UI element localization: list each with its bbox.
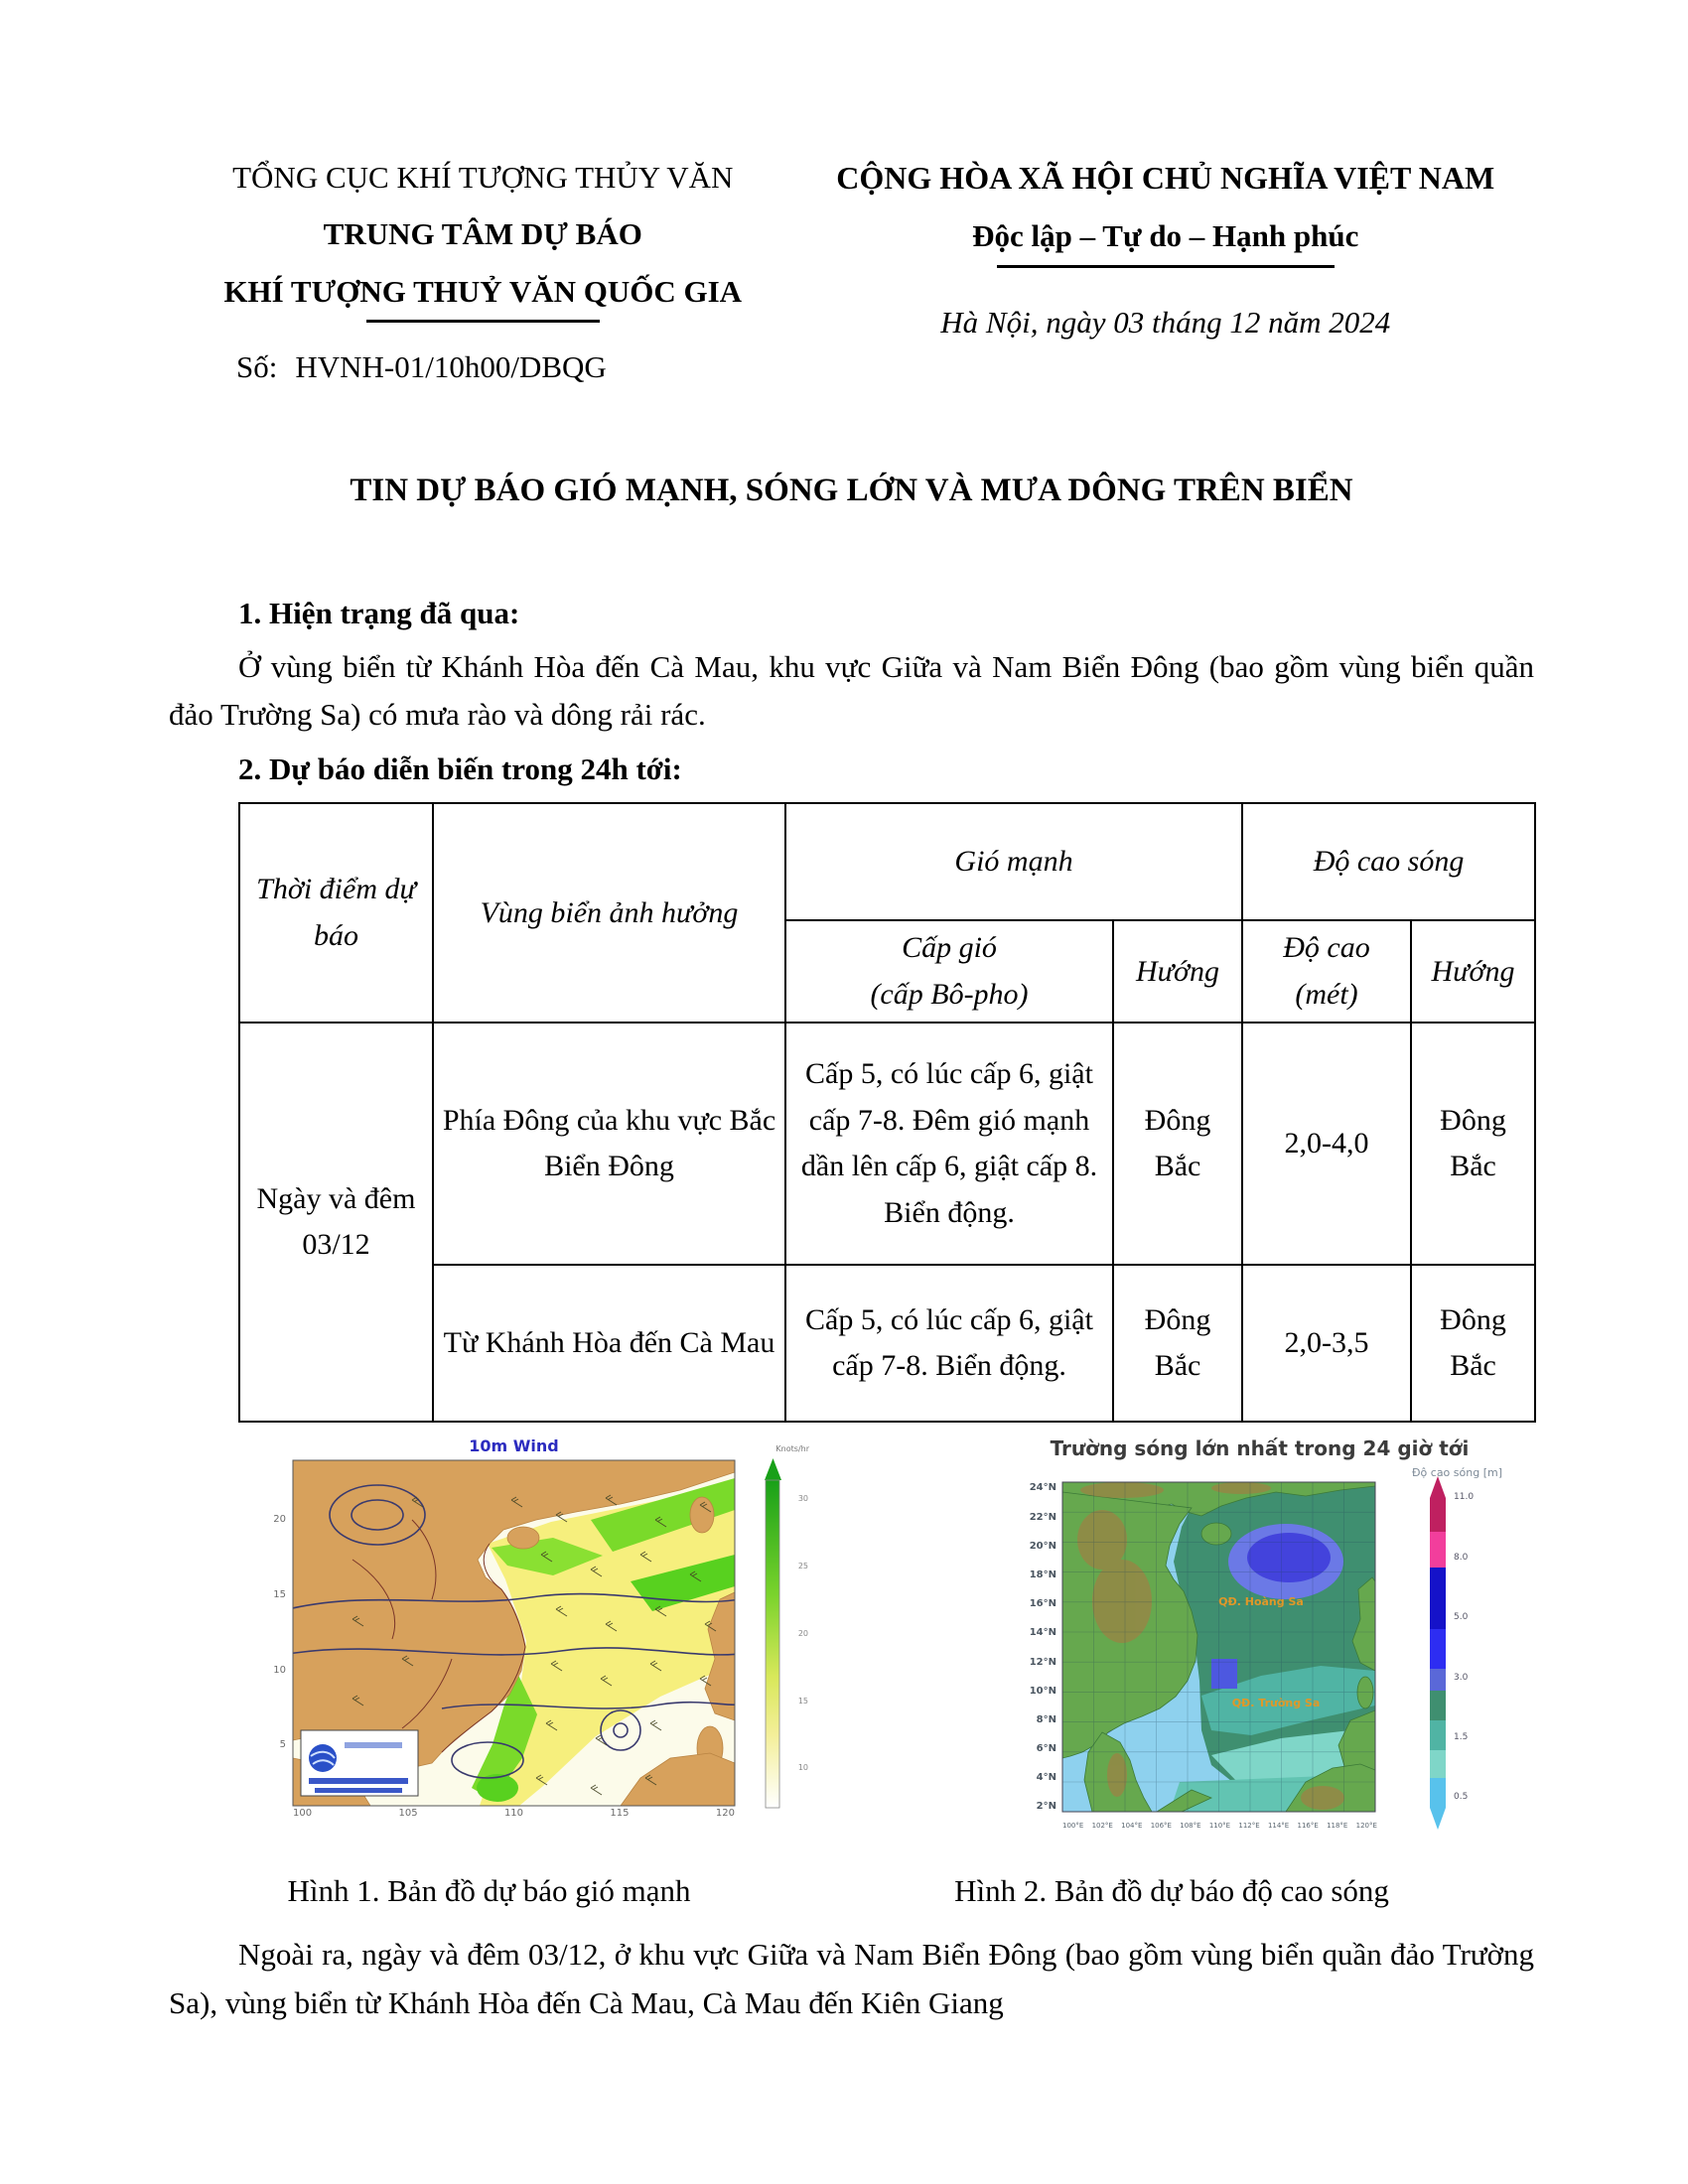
- place-date: Hà Nội, ngày 03 tháng 12 năm 2024: [940, 304, 1391, 340]
- wind-map-lat-axis: [254, 1514, 286, 1750]
- wind-level-line-2: (cấp Bô-pho): [870, 977, 1029, 1011]
- tick-label: 5.0: [1454, 1612, 1469, 1623]
- section-2-heading: 2. Dự báo diễn biến trong 24h tới:: [238, 751, 682, 786]
- tick-label: 118°E: [1327, 1822, 1348, 1831]
- tick-label: 24°N: [1029, 1482, 1056, 1494]
- tick-label: 20: [273, 1514, 286, 1526]
- tick-label: 10: [797, 1763, 808, 1773]
- wave-map-lat-axis: [1013, 1482, 1056, 1812]
- cell-wind-direction: Đông Bắc: [1113, 1265, 1242, 1422]
- figure-captions: [169, 1873, 1534, 1909]
- cell-wave-direction: Đông Bắc: [1411, 1265, 1535, 1422]
- cell-wind: Cấp 5, có lúc cấp 6, giật cấp 7-8. Biển động.: [785, 1265, 1113, 1422]
- wave-map-lon-axis: [1062, 1822, 1377, 1830]
- issuer-line-2: TRUNG TÂM DỰ BÁO: [323, 216, 642, 252]
- figure-1-caption: Hình 1. Bản đồ dự báo gió mạnh: [287, 1873, 691, 1909]
- wind-colorbar-label: Knots/hr: [775, 1444, 809, 1454]
- hoang-sa-label: QĐ. Hoàng Sa: [1218, 1595, 1304, 1609]
- tick-label: 15: [273, 1589, 286, 1601]
- tick-label: 4°N: [1036, 1772, 1056, 1784]
- tick-label: 18°N: [1029, 1569, 1056, 1580]
- col-group-wave: Độ cao sóng: [1242, 803, 1535, 920]
- tick-label: 108°E: [1180, 1822, 1201, 1831]
- tick-label: 115: [610, 1808, 630, 1820]
- issuer-line-3: KHÍ TƯỢNG THUỶ VĂN QUỐC GIA: [223, 273, 743, 309]
- tick-label: 10: [273, 1664, 286, 1676]
- tick-label: 100°E: [1062, 1822, 1084, 1831]
- issuer-line-1: TỔNG CỤC KHÍ TƯỢNG THỦY VĂN: [232, 160, 734, 195]
- tick-label: 22°N: [1029, 1511, 1056, 1523]
- tick-label: 2°N: [1036, 1801, 1056, 1813]
- tick-label: 102°E: [1091, 1822, 1113, 1831]
- wind-forecast-map: [238, 1436, 809, 1828]
- issuer-rule: [366, 320, 600, 323]
- issuer-block: [169, 149, 797, 395]
- logo-text-line: [309, 1778, 408, 1784]
- tick-label: 11.0: [1454, 1492, 1475, 1503]
- tick-label: 114°E: [1267, 1822, 1290, 1831]
- truong-sa-label: QĐ. Trường Sa: [1231, 1697, 1321, 1710]
- wave-colorbar-label: Độ cao sóng [m]: [1412, 1466, 1502, 1480]
- wave-height-line-1: Độ cao: [1283, 931, 1370, 965]
- tick-label: 15: [797, 1696, 808, 1706]
- document-header: [169, 149, 1534, 395]
- forecast-table: [238, 802, 1536, 1423]
- tick-label: 10°N: [1029, 1685, 1056, 1697]
- tick-label: 104°E: [1121, 1822, 1143, 1831]
- cell-area: Từ Khánh Hòa đến Cà Mau: [433, 1265, 785, 1422]
- wave-forecast-map: [1013, 1436, 1506, 1840]
- logo-text-line: [345, 1742, 402, 1748]
- model-logo-box: [301, 1730, 418, 1796]
- document-number-label: Số:: [236, 349, 278, 385]
- col-header-wind-direction: Hướng: [1113, 920, 1242, 1023]
- wave-map-graphic: [1013, 1436, 1506, 1840]
- wind-map-lon-axis: [293, 1808, 735, 1819]
- tick-label: 5: [279, 1739, 286, 1751]
- col-group-wind: Gió mạnh: [785, 803, 1242, 920]
- tick-label: 120: [715, 1808, 735, 1820]
- col-header-wind-level: [785, 920, 1113, 1023]
- globe-icon: [309, 1744, 337, 1772]
- col-header-time: Thời điểm dự báo: [239, 803, 433, 1023]
- table-row: [239, 1265, 1535, 1422]
- tick-label: 20: [797, 1628, 808, 1638]
- tick-label: 12°N: [1029, 1656, 1056, 1668]
- tick-label: 116°E: [1297, 1822, 1319, 1831]
- tick-label: 106°E: [1150, 1822, 1172, 1831]
- cell-time: Ngày và đêm 03/12: [239, 1023, 433, 1422]
- cell-area: Phía Đông của khu vực Bắc Biển Đông: [433, 1023, 785, 1265]
- section-1-paragraph: Ở vùng biển từ Khánh Hòa đến Cà Mau, khu vực Giữa và Nam Biển Đông (bao gồm vùng biển quần đảo Trường Sa) có mưa rào và dông rải rác.: [169, 648, 1534, 732]
- tick-label: 25: [797, 1562, 808, 1571]
- tick-label: 8°N: [1036, 1713, 1056, 1725]
- logo-text-line: [315, 1788, 402, 1793]
- tick-label: 14°N: [1029, 1627, 1056, 1639]
- col-header-wave-height: [1242, 920, 1411, 1023]
- tick-label: 8.0: [1454, 1552, 1469, 1563]
- section-1-heading: 1. Hiện trạng đã qua:: [238, 596, 520, 631]
- cell-wind: Cấp 5, có lúc cấp 6, giật cấp 7-8. Đêm gió mạnh dần lên cấp 6, giật cấp 8. Biển động.: [785, 1023, 1113, 1265]
- cell-wind-direction: Đông Bắc: [1113, 1023, 1242, 1265]
- tick-label: 20°N: [1029, 1540, 1056, 1552]
- wave-map-title: Trường sóng lớn nhất trong 24 giờ tới: [1050, 1436, 1470, 1461]
- tick-label: 100: [293, 1808, 313, 1820]
- tick-label: 6°N: [1036, 1743, 1056, 1755]
- document-content: [169, 0, 1534, 2027]
- page-title: TIN DỰ BÁO GIÓ MẠNH, SÓNG LỚN VÀ MƯA DÔNG TRÊN BIỂN: [350, 473, 1353, 509]
- figure-2-caption: Hình 2. Bản đồ dự báo độ cao sóng: [954, 1873, 1389, 1909]
- wind-colorbar-arrow: [765, 1458, 781, 1480]
- tick-label: 112°E: [1238, 1822, 1260, 1831]
- wind-map-title: 10m Wind: [469, 1436, 559, 1456]
- tick-label: 1.5: [1454, 1732, 1469, 1743]
- table-row: [239, 1023, 1535, 1265]
- tick-label: 110: [503, 1808, 524, 1820]
- national-line-2: Độc lập – Tự do – Hạnh phúc: [972, 218, 1359, 254]
- cell-wave-height: 2,0-4,0: [1242, 1023, 1411, 1265]
- tick-label: 3.0: [1454, 1672, 1469, 1683]
- wind-level-line-1: Cấp gió: [902, 931, 997, 965]
- national-rule: [997, 265, 1335, 268]
- wave-colorbar: [1430, 1476, 1446, 1830]
- closing-paragraph: Ngoài ra, ngày và đêm 03/12, ở khu vực Giữa và Nam Biển Đông (bao gồm vùng biển quần đảo Trường Sa), vùng biển từ Khánh Hòa đến Cà Mau, Cà Mau đến Kiên Giang: [169, 1937, 1534, 2020]
- national-line-1: CỘNG HÒA XÃ HỘI CHỦ NGHĨA VIỆT NAM: [836, 160, 1495, 196]
- figures-row: [169, 1436, 1534, 1840]
- tick-label: 110°E: [1208, 1822, 1231, 1831]
- tick-label: 30: [797, 1494, 808, 1504]
- national-motto-block: [797, 149, 1535, 395]
- col-header-wave-direction: Hướng: [1411, 920, 1535, 1023]
- tick-label: 120°E: [1355, 1822, 1377, 1831]
- cell-wave-height: 2,0-3,5: [1242, 1265, 1411, 1422]
- tick-label: 16°N: [1029, 1598, 1056, 1610]
- wind-colorbar-ticks: [798, 1494, 808, 1772]
- document-number-value: HVNH-01/10h00/DBQG: [295, 349, 607, 385]
- tick-label: 0.5: [1454, 1792, 1469, 1803]
- wave-height-line-2: (mét): [1295, 977, 1358, 1011]
- wind-colorbar: [766, 1480, 779, 1808]
- document-number: [169, 339, 797, 395]
- tick-label: 105: [398, 1808, 418, 1820]
- wind-map-graphic: [238, 1436, 809, 1828]
- cell-wave-direction: Đông Bắc: [1411, 1023, 1535, 1265]
- col-header-area: Vùng biển ảnh hưởng: [433, 803, 785, 1023]
- wave-colorbar-ticks: [1454, 1492, 1474, 1802]
